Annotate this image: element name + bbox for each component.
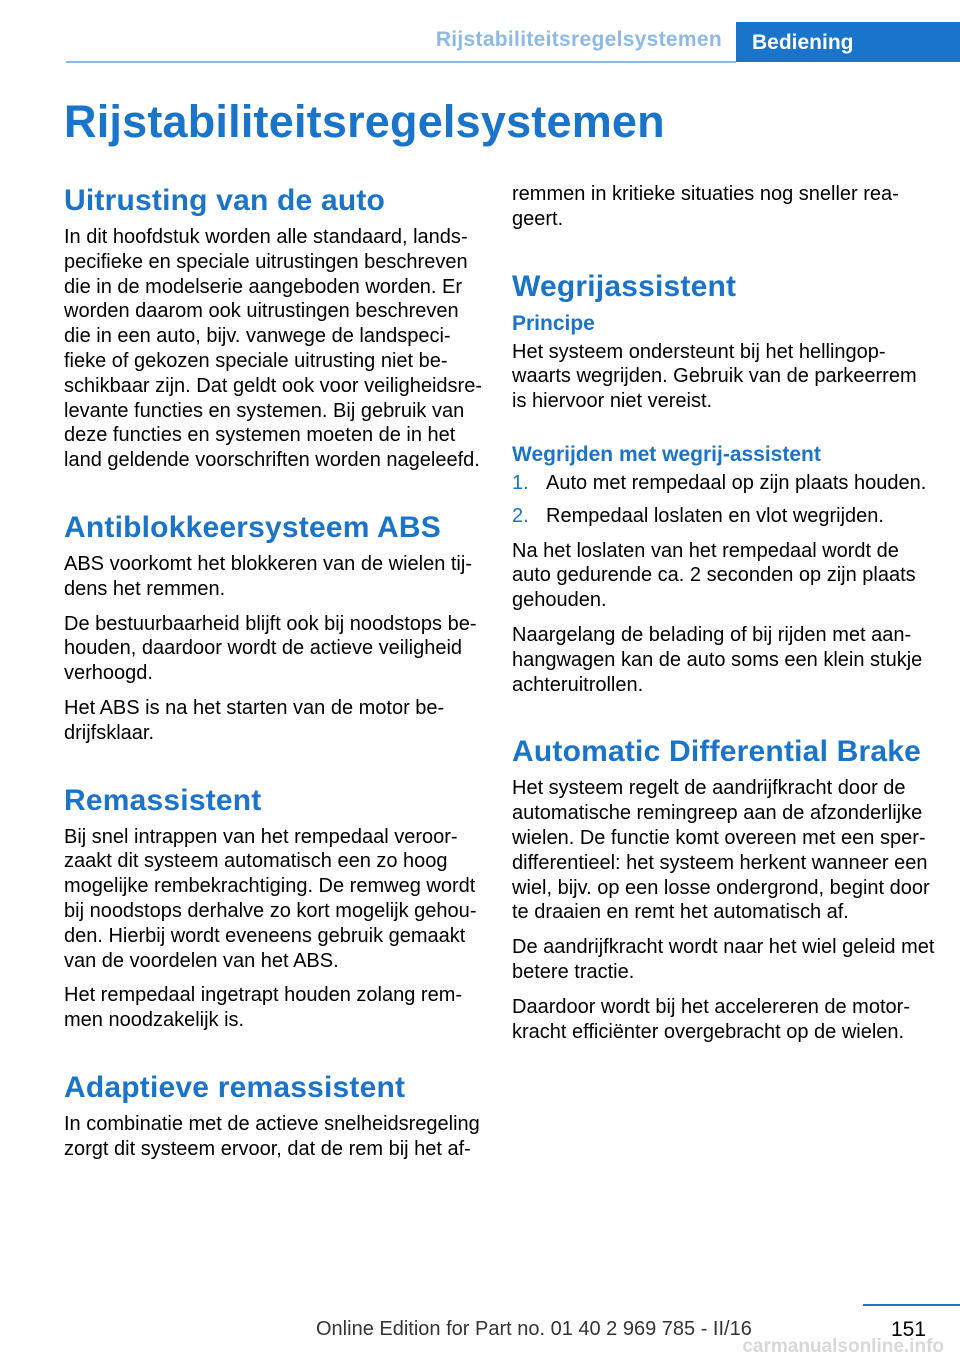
section-heading-remassistent: Remassistent xyxy=(64,783,262,817)
step-number: 1. xyxy=(512,471,529,494)
list-item xyxy=(512,504,936,529)
paragraph: In dit hoofdstuk worden alle standaard, landspecifieke en speciale uitrustingen beschreven die in de modelserie aangeboden worden. Er worden daarom ook uitrustingen beschreven die in een auto, bijv. vanwege de landspecifieke of gekozen speciale uitrusting niet beschikbaar zijn. Dat geldt ook voor veiligheidsrelevante functies en systemen. Bij gebruik van deze functies en systemen moeten de in het land geldende voorschriften worden nageleefd. xyxy=(64,226,482,472)
watermark: carmanualsonline.info xyxy=(742,1336,944,1357)
paragraph: Na het loslaten van het rempedaal wordt de auto gedurende ca. 2 seconden op zijn plaats gehouden. xyxy=(512,539,916,612)
section-heading-adaptieve-remassistent: Adaptieve remassistent xyxy=(64,1070,406,1104)
section-heading-wegrijassistent: Wegrijassistent xyxy=(512,269,737,303)
left-column xyxy=(64,182,482,1172)
step-number: 2. xyxy=(512,504,529,527)
paragraph: Het ABS is na het starten van de motor bedrijfsklaar. xyxy=(64,696,445,744)
page-number: 151 xyxy=(890,1318,926,1341)
header-rule xyxy=(66,61,736,63)
footer-rule xyxy=(863,1304,960,1306)
paragraph: Bij snel intrappen van het rempedaal veroorzaakt dit systeem automatisch een zo hoog mogelijke rembekrachtiging. De remweg wordt bij noodstops derhalve zo kort mogelijk gehouden. Hierbij wordt eveneens gebruik gemaakt van de voordelen van het ABS. xyxy=(64,825,477,972)
right-column xyxy=(512,182,936,1054)
step-text: Rempedaal loslaten en vlot wegrijden. xyxy=(546,504,884,527)
paragraph: De bestuurbaarheid blijft ook bij noodstops behouden, daardoor wordt de actieve veiligheid verhoogd. xyxy=(64,612,477,685)
paragraph: Daardoor wordt bij het accelereren de motorkracht efficiënter overgebracht op de wielen. xyxy=(512,995,910,1043)
paragraph: Het systeem regelt de aandrijfkracht door de automatische remingreep aan de afzonderlijke wielen. De functie komt overeen met een sperdifferentieel: het systeem herkent wanneer een wiel, bijv. op een losse ondergrond, begint door te draaien en remt het automatisch af. xyxy=(512,777,930,924)
steps-list xyxy=(512,471,936,529)
subheading-wegrijden: Wegrijden met wegrij-assistent xyxy=(512,442,821,466)
paragraph: Het rempedaal ingetrapt houden zolang remmen noodzakelijk is. xyxy=(64,984,463,1032)
section-heading-abs: Antiblokkeersysteem ABS xyxy=(64,510,441,544)
paragraph: Het systeem ondersteunt bij het hellingopwaarts wegrijden. Gebruik van de parkeerrem is hiervoor niet vereist. xyxy=(512,340,917,413)
paragraph: Naargelang de belading of bij rijden met aanhangwagen kan de auto soms een klein stukje achteruitrollen. xyxy=(512,623,923,696)
section-heading-adb: Automatic Differential Brake xyxy=(512,735,922,769)
step-text: Auto met rempedaal op zijn plaats houden. xyxy=(546,471,927,494)
edition-note: Online Edition for Part no. 01 40 2 969 785 - II/16 xyxy=(316,1318,752,1340)
paragraph: remmen in kritieke situaties nog sneller reageert. xyxy=(512,183,899,230)
subheading-principe: Principe xyxy=(512,311,595,335)
section-heading-uitrusting: Uitrusting van de auto xyxy=(64,184,386,217)
header-tab-label: Bediening xyxy=(752,31,854,54)
paragraph: ABS voorkomt het blokkeren van de wielen tijdens het remmen. xyxy=(64,552,472,600)
header-section-label: Rijstabiliteitsregelsystemen xyxy=(435,28,722,51)
paragraph: In combinatie met de actieve snelheidsregeling zorgt dit systeem ervoor, dat de rem bij het af- xyxy=(64,1112,480,1160)
list-item xyxy=(512,471,936,496)
paragraph: De aandrijfkracht wordt naar het wiel geleid met betere tractie. xyxy=(512,936,935,983)
page-title: Rijstabiliteitsregelsystemen xyxy=(64,96,665,147)
header-tab xyxy=(736,22,960,62)
